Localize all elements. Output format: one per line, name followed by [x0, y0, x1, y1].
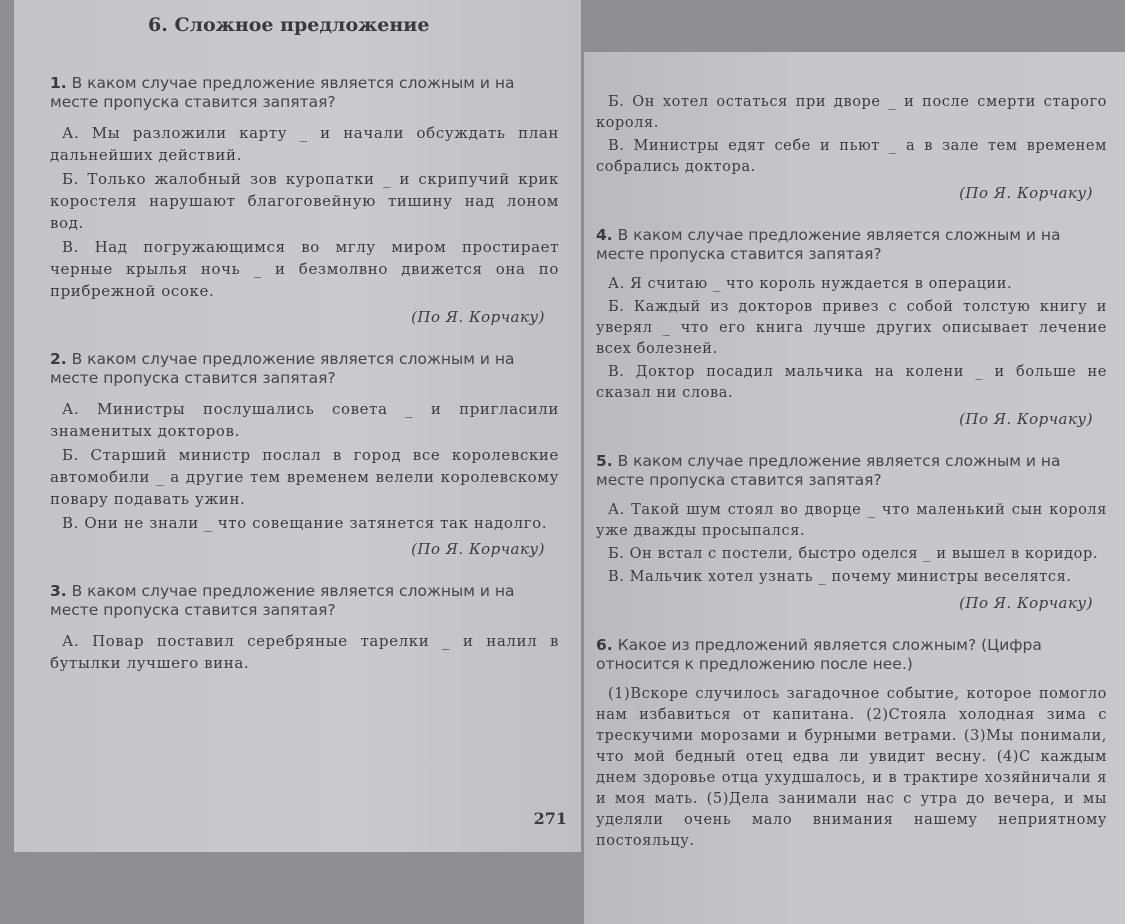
answer-option-a: А. Я считаю _ что король нуждается в операции.	[608, 276, 1013, 292]
source-attribution: (По Я. Корчаку)	[959, 410, 1093, 428]
answer-option-a: А. Министры послушались совета _ и пригласили знаменитых докторов.	[50, 400, 559, 440]
task-question: 6. Какое из предложений является сложным? (Цифра относится к предложению после нее.)	[596, 636, 1042, 673]
task-5	[596, 452, 1107, 612]
task-question: 3. В каком случае предложение является сложным и на месте пропуска ставится запятая?	[50, 582, 515, 619]
task-3	[50, 582, 559, 674]
answer-option-a: А. Мы разложили карту _ и начали обсуждать план дальнейших действий.	[50, 124, 559, 164]
answer-option-b: Б. Он встал с постели, быстро оделся _ и вышел в коридор.	[608, 546, 1099, 562]
task-4	[596, 226, 1107, 428]
answer-option-b: Б. Старший министр послал в город все королевские автомобили _ а другие тем временем велели королевскому повару подавать ужин.	[50, 446, 559, 508]
right-page	[584, 52, 1125, 924]
source-attribution: (По Я. Корчаку)	[411, 308, 545, 326]
source-attribution: (По Я. Корчаку)	[411, 540, 545, 558]
answer-option-b: Б. Он хотел остаться при дворе _ и после смерти старого короля.	[596, 94, 1107, 131]
answer-option-c: В. Министры едят себе и пьют _ а в зале тем временем собрались доктора.	[596, 138, 1107, 175]
answer-option-c: В. Они не знали _ что совещание затянется так надолго.	[62, 514, 548, 532]
task-question: 2. В каком случае предложение является сложным и на месте пропуска ставится запятая?	[50, 350, 515, 387]
task-1	[50, 74, 559, 326]
task-question: 1. В каком случае предложение является сложным и на месте пропуска ставится запятая?	[50, 74, 515, 111]
answer-option-a: А. Такой шум стоял во дворце _ что маленький сын короля уже дважды просыпался.	[596, 502, 1107, 539]
answer-option-c: В. Над погружающимся во мглу миром простирает черные крылья ночь _ и безмолвно движется она по прибрежной осоке.	[50, 238, 559, 300]
left-page	[14, 0, 581, 852]
answer-option-b: Б. Каждый из докторов привез с собой толстую книгу и уверял _ что его книга лучше других описывает лечение всех болезней.	[596, 299, 1107, 357]
answer-option-c: В. Доктор посадил мальчика на колени _ и больше не сказал ни слова.	[596, 364, 1107, 401]
task-text: (1)Вскоре случилось загадочное событие, которое помогло нам избавиться от капитана. (2)Стояла холодная зима с трескучими морозами и бурными ветрами. (3)Мы понимали, что мой бедный отец едва ли увидит весну. (4)С каждым днем здоровье отца ухудшалось, и в трактире хозяйничали я и моя мать. (5)Дела занимали нас с утра до вечера, и мы уделяли очень мало внимания нашему неприятному постояльцу.	[596, 686, 1107, 849]
answer-option-a: А. Повар поставил серебряные тарелки _ и налил в бутылки лучшего вина.	[50, 632, 559, 672]
source-attribution: (По Я. Корчаку)	[959, 184, 1093, 202]
source-attribution: (По Я. Корчаку)	[959, 594, 1093, 612]
answer-option-c: В. Мальчик хотел узнать _ почему министры веселятся.	[608, 569, 1072, 585]
task-6	[596, 636, 1107, 852]
task-question: 5. В каком случае предложение является сложным и на месте пропуска ставится запятая?	[596, 452, 1061, 489]
page-number: 271	[533, 809, 567, 828]
task-2	[50, 350, 559, 558]
answer-option-b: Б. Только жалобный зов куропатки _ и скрипучий крик коростеля нарушают благоговейную тишину над лоном вод.	[50, 170, 559, 232]
task-question: 4. В каком случае предложение является сложным и на месте пропуска ставится запятая?	[596, 226, 1061, 263]
section-heading: 6. Сложное предложение	[148, 14, 430, 36]
task-3-continued	[596, 92, 1107, 202]
